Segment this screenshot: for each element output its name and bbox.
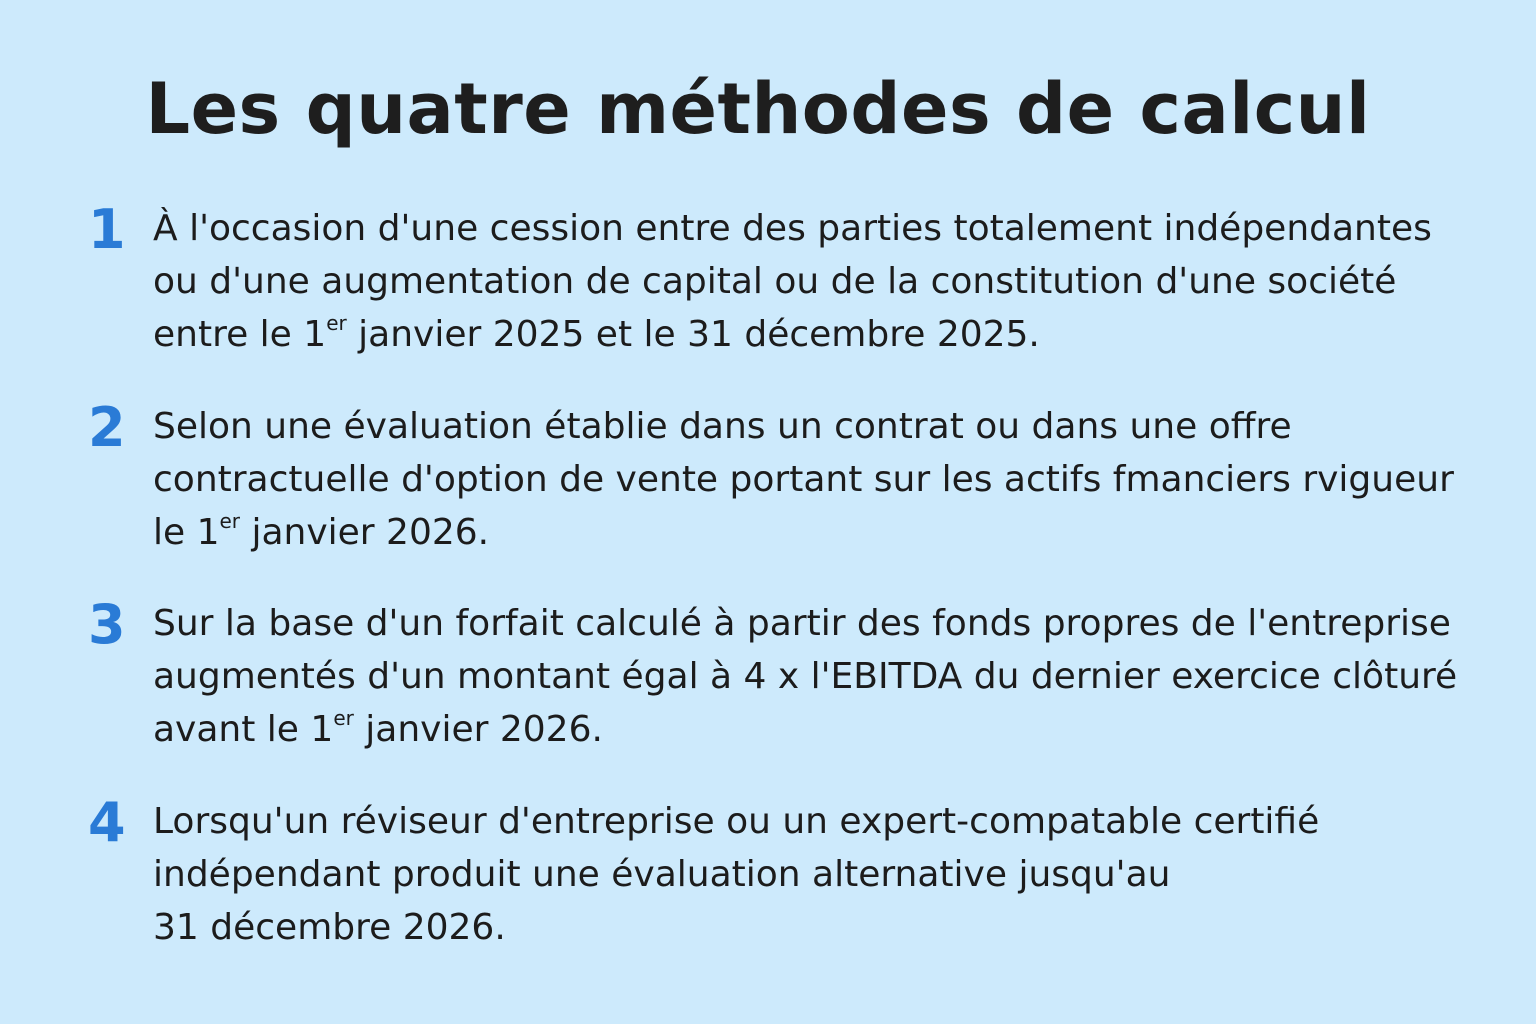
text-segment: janvier 2026.: [353, 709, 603, 750]
text-segment: janvier 2025 et le 31 décembre 2025.: [346, 314, 1040, 355]
text-segment: Selon une évaluation établie dans un contrat ou dans une offre: [153, 406, 1292, 447]
text-segment: avant le 1: [153, 709, 334, 750]
method-text: [153, 795, 1473, 954]
text-segment: Lorsqu'un réviseur d'entreprise ou un expert-compatable certifié: [153, 801, 1320, 842]
method-text-line: [153, 703, 1473, 756]
method-text: [153, 597, 1473, 756]
text-segment: 31 décembre 2026.: [153, 907, 506, 948]
method-text-line: [153, 597, 1473, 650]
method-number: 1: [88, 198, 126, 261]
method-number: 2: [88, 396, 126, 459]
text-segment: contractuelle d'option de vente portant sur les actifs fmanciers rvigueur: [153, 459, 1454, 500]
method-text-line: [153, 202, 1473, 255]
page-title: Les quatre méthodes de calcul: [145, 68, 1371, 150]
text-segment: indépendant produit une évaluation alternative jusqu'au: [153, 854, 1171, 895]
ordinal-superscript: er: [219, 509, 241, 533]
text-segment: ou d'une augmentation de capital ou de la constitution d'une société: [153, 261, 1397, 302]
method-text-line: [153, 400, 1473, 453]
method-text-line: [153, 453, 1473, 506]
method-text-line: [153, 255, 1473, 308]
text-segment: Sur la base d'un forfait calculé à partir des fonds propres de l'entreprise: [153, 603, 1451, 644]
method-text-line: [153, 650, 1473, 703]
method-text-line: [153, 795, 1473, 848]
ordinal-superscript: er: [333, 706, 354, 730]
text-segment: entre le 1: [153, 314, 327, 355]
text-segment: janvier 2026.: [240, 512, 490, 553]
method-text-line: [153, 308, 1473, 361]
text-segment: augmentés d'un montant égal à 4 x l'EBITDA du dernier exercice clôturé: [153, 656, 1458, 697]
text-segment: le 1: [153, 512, 220, 553]
method-text-line: [153, 506, 1473, 559]
method-number: 4: [88, 791, 126, 854]
method-text-line: [153, 901, 1473, 954]
ordinal-superscript: er: [326, 311, 347, 335]
method-number: 3: [88, 593, 126, 656]
method-text-line: [153, 848, 1473, 901]
method-text: [153, 202, 1473, 361]
method-text: [153, 400, 1473, 559]
text-segment: À l'occasion d'une cession entre des parties totalement indépendantes: [153, 208, 1432, 249]
